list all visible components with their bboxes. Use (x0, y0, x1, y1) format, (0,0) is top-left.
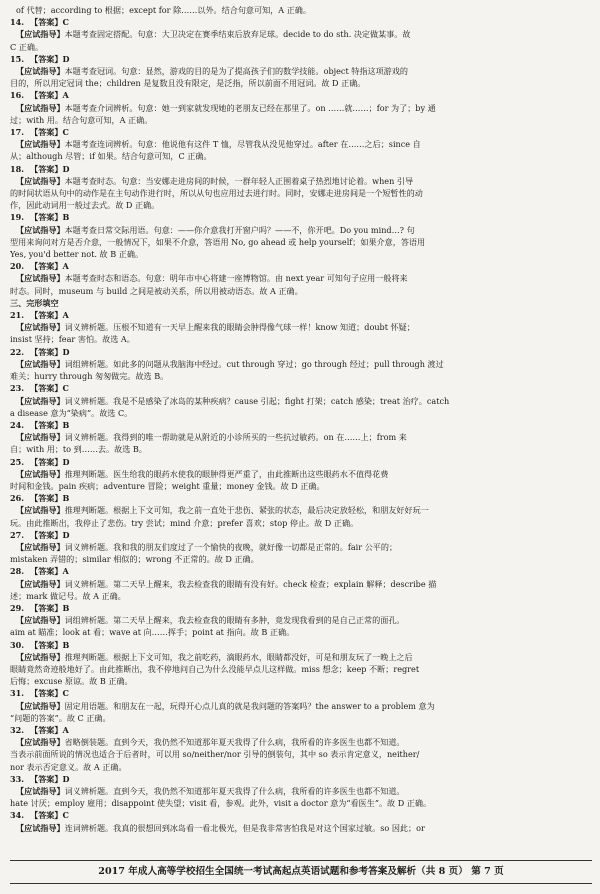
guide-text: 眼睛竟然奇迹般地好了。由此推断出，我不停地问自己为什么没能早点儿这样做。miss 想念；keep 不断；regret (10, 663, 420, 674)
guide-label: 【应试指导】 (16, 578, 65, 589)
guide-label: 【应试指导】 (16, 700, 65, 711)
guide-line (10, 199, 592, 211)
guide-text: 作，因此动词用一般过去式。故 D 正确。 (10, 200, 160, 211)
answer-line (10, 260, 592, 272)
guide-text: 词义辨析题。我和我的朋友们度过了一个愉快的夜晚，就好像一切都是正常的。fair 公平的； (64, 541, 398, 552)
answer-line (10, 602, 592, 614)
footer-text: 2017 年成人高等学校招生全国统一考试高起点英语试题和参考答案及解析（共 8 页） 第 7 页 (98, 866, 504, 877)
guide-text: hate 讨厌；employ 雇用；disappoint 使失望；visit 看，参观。此外，visit a doctor 意为“看医生”。故 D 正确。 (10, 798, 432, 809)
guide-line (10, 663, 592, 675)
guide-label: 【应试指导】 (16, 651, 65, 662)
answer-label: 【答案】B (30, 602, 70, 613)
answer-line (10, 89, 592, 101)
guide-text: 词组辨析题。第二天早上醒来，我去检查我的眼睛有多肿，竟发现我看到的是自己正常的面孔。 (64, 615, 405, 626)
question-number: 14. (10, 17, 25, 28)
guide-line (10, 553, 592, 565)
question-number: 26. (10, 493, 25, 504)
answer-line (10, 809, 592, 821)
question-number: 29. (10, 602, 25, 613)
question-number: 25. (10, 456, 25, 467)
question-number: 22. (10, 346, 25, 357)
guide-text: 过；with 用。结合句意可知，A 正确。 (10, 114, 153, 125)
guide-line (10, 370, 592, 382)
answer-line (10, 16, 592, 28)
answer-line (10, 529, 592, 541)
guide-label: 【应试指导】 (16, 505, 65, 516)
guide-line (10, 187, 592, 199)
guide-text: 本题考查介词辨析。句意：她一到家就发现她的老朋友已经在那里了。on ……就……；for 为了；by 通 (64, 102, 436, 113)
guide-line (10, 114, 592, 126)
guide-text: 从；although 尽管；if 如果。结合句意可知，C 正确。 (10, 151, 212, 162)
answer-line (10, 163, 592, 175)
answer-label: 【答案】D (30, 773, 70, 784)
answer-label: 【答案】D (30, 163, 70, 174)
question-number: 21. (10, 310, 25, 321)
answer-label: 【答案】D (30, 529, 70, 540)
guide-line (10, 590, 592, 602)
guide-label: 【应试指导】 (16, 432, 65, 443)
question-number: 24. (10, 419, 25, 430)
guide-line (10, 224, 592, 236)
guide-label: 【应试指导】 (16, 224, 65, 235)
guide-line (10, 785, 592, 797)
guide-text: Yes, you'd better not. 故 B 正确。 (10, 249, 144, 260)
guide-text: 推理判断题。根据上下文可知，我之前吃药，滴眼药水，眼睛都没好，可是和朋友玩了一晚上之后 (64, 651, 413, 662)
answer-line (10, 687, 592, 699)
guide-line (10, 272, 592, 284)
guide-line (10, 797, 592, 809)
guide-line (10, 504, 592, 516)
answer-line (10, 492, 592, 504)
guide-text: 玩。由此推断出，我停止了悲伤。try 尝试；mind 介意；prefer 喜欢；stop 停止。故 D 正确。 (10, 517, 359, 528)
answer-label: 【答案】D (30, 53, 70, 64)
answer-line (10, 724, 592, 736)
guide-line (10, 236, 592, 248)
question-number: 15. (10, 53, 25, 64)
answer-line (10, 419, 592, 431)
guide-text: 时态。同时，museum 与 build 之间是被动关系，所以用被动语态。故 A 正确。 (10, 285, 303, 296)
answer-label: 【答案】B (30, 639, 70, 650)
guide-line (10, 358, 592, 370)
guide-label: 【应试指导】 (16, 822, 65, 833)
guide-line (10, 41, 592, 53)
guide-text: 后悔；excuse 原谅。故 B 正确。 (10, 676, 133, 687)
question-number: 27. (10, 529, 25, 540)
guide-line (10, 443, 592, 455)
guide-line (10, 626, 592, 638)
answer-label: 【答案】C (30, 17, 69, 28)
guide-line (10, 651, 592, 663)
question-number: 34. (10, 810, 25, 821)
guide-label: 【应试指导】 (16, 175, 65, 186)
answer-line (10, 382, 592, 394)
guide-label: 【应试指导】 (16, 102, 65, 113)
question-number: 33. (10, 773, 25, 784)
guide-label: 【应试指导】 (16, 273, 65, 284)
guide-text: a disease 意为“染病”。故选 C。 (10, 407, 133, 418)
guide-text: “问题的答案”。故 C 正确。 (10, 712, 111, 723)
answer-label: 【答案】A (30, 724, 69, 735)
guide-text: 推理判断题。医生给我的眼药水使我的眼肿得更严重了，由此推断出这些眼药水不值得花费 (64, 468, 389, 479)
guide-text: 本题考查连词辨析。句意：他说他有这件 T 恤，尽管我从没见他穿过。after 在……之后；since 自 (64, 139, 421, 150)
answer-line (10, 773, 592, 785)
guide-line (10, 285, 592, 297)
guide-line (10, 150, 592, 162)
guide-text: 词组辨析题。如此多的问题从我脑海中经过。cut through 穿过；go through 经过；pull through 渡过 (64, 358, 444, 369)
answer-line (10, 126, 592, 138)
guide-line (10, 517, 592, 529)
guide-text: 目的，所以用定冠词 the；children 是复数且没有限定，是泛指，所以前面不用冠词。故 D 正确。 (10, 78, 366, 89)
answer-line (10, 639, 592, 651)
guide-line (10, 675, 592, 687)
guide-line (10, 822, 592, 834)
answer-label: 【答案】D (30, 456, 70, 467)
answer-line (10, 456, 592, 468)
guide-text: 推理判断题。根据上下文可知，我之前一直处于悲伤、紧张的状态，最后决定放轻松，和朋友好好玩一 (64, 505, 429, 516)
guide-text: 省略倒装题。直到今天，我仍然不知道那年夏天我得了什么病，我所看的许多医生也都不知道。 (64, 737, 405, 748)
guide-text: 词义辨析题。我是不是感染了冰岛的某种疾病？cause 引起；fight 打架；catch 感染；treat 治疗。catch (64, 395, 450, 406)
guide-line (10, 77, 592, 89)
guide-text: 词义辨析题。直到今天，我仍然不知道那年夏天我得了什么病，我所看的许多医生也都不知道。 (64, 786, 405, 796)
answer-line (10, 309, 592, 321)
guide-line (10, 712, 592, 724)
continued-text: of 代替；according to 根据；except for 除……以外。结合句意可知，A 正确。 (16, 5, 311, 15)
answer-content (10, 4, 592, 856)
answer-label: 【答案】C (30, 127, 69, 138)
guide-text: 本题考查日常交际用语。句意：——你介意我打开窗户吗？——不，你开吧。Do you mind…? 句 (64, 224, 415, 235)
guide-text: aim at 瞄准；look at 看；wave at 向……挥手；point at 指向。故 B 正确。 (10, 627, 295, 638)
guide-text: 当表示前面所说的情况也适合于后者时，可以用 so/neither/nor 引导的倒装句，其中 so 表示肯定意义，neither/ (10, 749, 420, 760)
guide-text: C 正确。 (10, 41, 44, 52)
answer-label: 【答案】C (30, 688, 69, 699)
guide-line (10, 541, 592, 553)
guide-text: 自；with 用；to 到……去。故选 B。 (10, 444, 147, 455)
guide-line (10, 700, 592, 712)
guide-text: 难关；hurry through 匆匆做完。故选 B。 (10, 371, 169, 382)
guide-line (10, 333, 592, 345)
guide-text: insist 坚持；fear 害怕。故选 A。 (10, 334, 135, 345)
answer-label: 【答案】A (30, 566, 69, 577)
guide-label: 【应试指导】 (16, 786, 65, 796)
guide-text: 词义辨析题。我得到的唯一帮助就是从附近的小诊所买的一些抗过敏药。on 在……上；from 来 (64, 432, 407, 443)
guide-text: mistaken 弄错的；similar 相似的；wrong 不正常的。故 D 正确。 (10, 554, 259, 565)
answer-label: 【答案】B (30, 419, 70, 430)
question-number: 32. (10, 724, 25, 735)
answer-line (10, 565, 592, 577)
guide-label: 【应试指导】 (16, 737, 65, 748)
answer-label: 【答案】B (30, 493, 70, 504)
guide-label: 【应试指导】 (16, 615, 65, 626)
guide-line (10, 736, 592, 748)
answer-label: 【答案】B (30, 212, 70, 223)
guide-text: 词义辨析题。第二天早上醒来，我去检查我的眼睛有没有好。check 检查；explain 解释；describe 描 (64, 578, 437, 589)
guide-line (10, 321, 592, 333)
question-number: 30. (10, 639, 25, 650)
answer-label: 【答案】C (30, 383, 69, 394)
guide-line (10, 248, 592, 260)
question-number: 16. (10, 90, 25, 101)
answer-line (10, 211, 592, 223)
guide-label: 【应试指导】 (16, 66, 65, 77)
guide-line (10, 431, 592, 443)
answer-label: 【答案】D (30, 346, 70, 357)
question-number: 17. (10, 127, 25, 138)
section-heading: 三、完形填空 (10, 297, 59, 308)
guide-label: 【应试指导】 (16, 468, 65, 479)
question-number: 31. (10, 688, 25, 699)
answer-line (10, 53, 592, 65)
guide-text: 本题考查时态。句意：当安娜走进房间的时候，一群年轻人正围着桌子热烈地讨论着。when 引导 (64, 175, 414, 186)
guide-line (10, 748, 592, 760)
answer-label: 【答案】A (30, 261, 69, 272)
guide-line (10, 175, 592, 187)
guide-line (10, 395, 592, 407)
guide-text: nor 表示否定意义。故 A 正确。 (10, 761, 127, 772)
question-number: 20. (10, 261, 25, 272)
guide-text: 时间和金钱。pain 疾病；adventure 冒险；weight 重量；money 金钱。故 D 正确。 (10, 480, 325, 491)
guide-line (10, 102, 592, 114)
guide-text: 连词辨析题。我真的很想回到冰岛看一看北极光，但是我非常害怕我是对这个国家过敏。so 因此；or (64, 822, 425, 833)
guide-text: 本题考查时态和语态。句意：明年市中心将建一座博物馆。由 next year 可知句子应用一般将来 (64, 273, 408, 284)
question-number: 23. (10, 383, 25, 394)
guide-line (10, 407, 592, 419)
guide-label: 【应试指导】 (16, 29, 65, 40)
guide-line (10, 761, 592, 773)
answer-label: 【答案】A (30, 310, 69, 321)
answer-line (10, 346, 592, 358)
question-number: 19. (10, 212, 25, 223)
guide-text: 词义辨析题。压根不知道有一天早上醒来我的眼睛会肿得像气球一样！know 知道；doubt 怀疑； (64, 322, 415, 333)
page-footer (10, 860, 592, 884)
guide-line (10, 614, 592, 626)
guide-text: 型用来询问对方是否介意，一般情况下，如果不介意，答语用 No, go ahead 或 help yourself；如果介意，答语用 (10, 236, 426, 247)
guide-text: 本题考查冠词。句意：显然，游戏的目的是为了提高孩子们的数学技能。object 特指这项游戏的 (64, 66, 408, 77)
guide-label: 【应试指导】 (16, 358, 65, 369)
guide-text: 的时间状语从句中的动作是在主句动作进行时，所以从句也应用过去进行时。同时，安娜走进房间是一个短暂性的动 (10, 188, 423, 199)
answer-label: 【答案】C (30, 810, 69, 821)
guide-label: 【应试指导】 (16, 541, 65, 552)
guide-text: 固定用语题。和朋友在一起，玩得开心点儿真的就是我问题的答案吗？the answer to a problem 意为 (64, 700, 435, 711)
guide-text: 述；mark 做记号。故 A 正确。 (10, 590, 126, 601)
guide-label: 【应试指导】 (16, 139, 65, 150)
guide-line (10, 65, 592, 77)
answer-label: 【答案】A (30, 90, 69, 101)
guide-label: 【应试指导】 (16, 395, 65, 406)
guide-text: 本题考查固定搭配。句意：大卫决定在赛季结束后放弃足球。decide to do sth. 决定做某事。故 (64, 29, 411, 40)
question-number: 28. (10, 566, 25, 577)
guide-line (10, 468, 592, 480)
guide-line (10, 578, 592, 590)
question-number: 18. (10, 163, 25, 174)
guide-line (10, 28, 592, 40)
guide-line (10, 138, 592, 150)
guide-line (10, 480, 592, 492)
guide-label: 【应试指导】 (16, 322, 65, 333)
